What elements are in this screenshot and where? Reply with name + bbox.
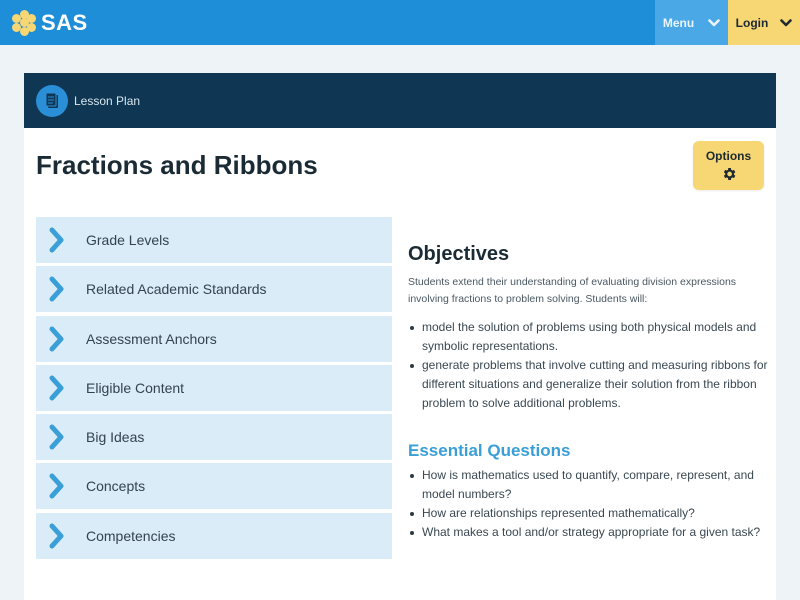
chevron-down-icon [708,19,720,27]
accordion-label: Related Academic Standards [86,281,267,298]
objectives-intro: Students extend their understanding of evaluating division expressions involving fractions to problem solving. Students will: [408,276,737,305]
chevron-right-icon [48,423,66,451]
options-label: Options [705,149,752,163]
objectives-heading: Objectives [408,243,510,265]
login-button[interactable] [728,0,800,45]
accordion-label: Big Ideas [86,429,145,446]
login-label: Login [735,15,769,30]
accordion-item-assessment-anchors[interactable] [36,316,392,362]
gear-icon [721,166,737,182]
accordion-label: Competencies [86,527,176,544]
flower-logo-icon [11,10,37,36]
chevron-right-icon [48,275,66,303]
document-icon [36,85,68,117]
essential-questions-heading: Essential Questions [408,441,571,460]
resource-type-label: Lesson Plan [74,93,141,108]
lesson-details-accordion [36,217,392,562]
question-item: How are relationships represented mathematically? [408,504,768,523]
accordion-item-related-academic-standards[interactable] [36,266,392,312]
accordion-item-concepts[interactable] [36,463,392,509]
objectives-list [408,318,768,413]
chevron-right-icon [48,226,66,254]
chevron-right-icon [48,472,66,500]
accordion-item-eligible-content[interactable] [36,365,392,411]
menu-label: Menu [662,15,695,30]
accordion-item-competencies[interactable] [36,513,392,559]
sas-logo[interactable] [11,0,88,45]
accordion-label: Assessment Anchors [86,330,217,347]
lesson-plan-card [24,73,776,600]
card-header [24,73,776,128]
top-navigation-bar [0,0,800,45]
lesson-content [408,243,768,542]
essential-questions-list [408,466,768,542]
question-item: What makes a tool and/or strategy appropriate for a given task? [408,523,768,542]
objective-item: model the solution of problems using both physical models and symbolic representations. [408,318,768,356]
chevron-right-icon [48,522,66,550]
accordion-item-grade-levels[interactable] [36,217,392,263]
chevron-down-icon [780,19,792,27]
chevron-right-icon [48,374,66,402]
accordion-label: Concepts [86,478,146,495]
menu-button[interactable] [655,0,728,45]
chevron-right-icon [48,325,66,353]
objective-item: generate problems that involve cutting and measuring ribbons for different situations and generalize their solution from the ribbon problem to solve additional problems. [408,356,768,413]
question-item: How is mathematics used to quantify, compare, represent, and model numbers? [408,466,768,504]
accordion-label: Eligible Content [86,379,185,396]
accordion-label: Grade Levels [86,232,170,248]
logo-text: SAS [41,9,88,35]
accordion-item-big-ideas[interactable] [36,414,392,460]
options-button[interactable] [693,141,764,190]
page-title: Fractions and Ribbons [36,150,318,180]
